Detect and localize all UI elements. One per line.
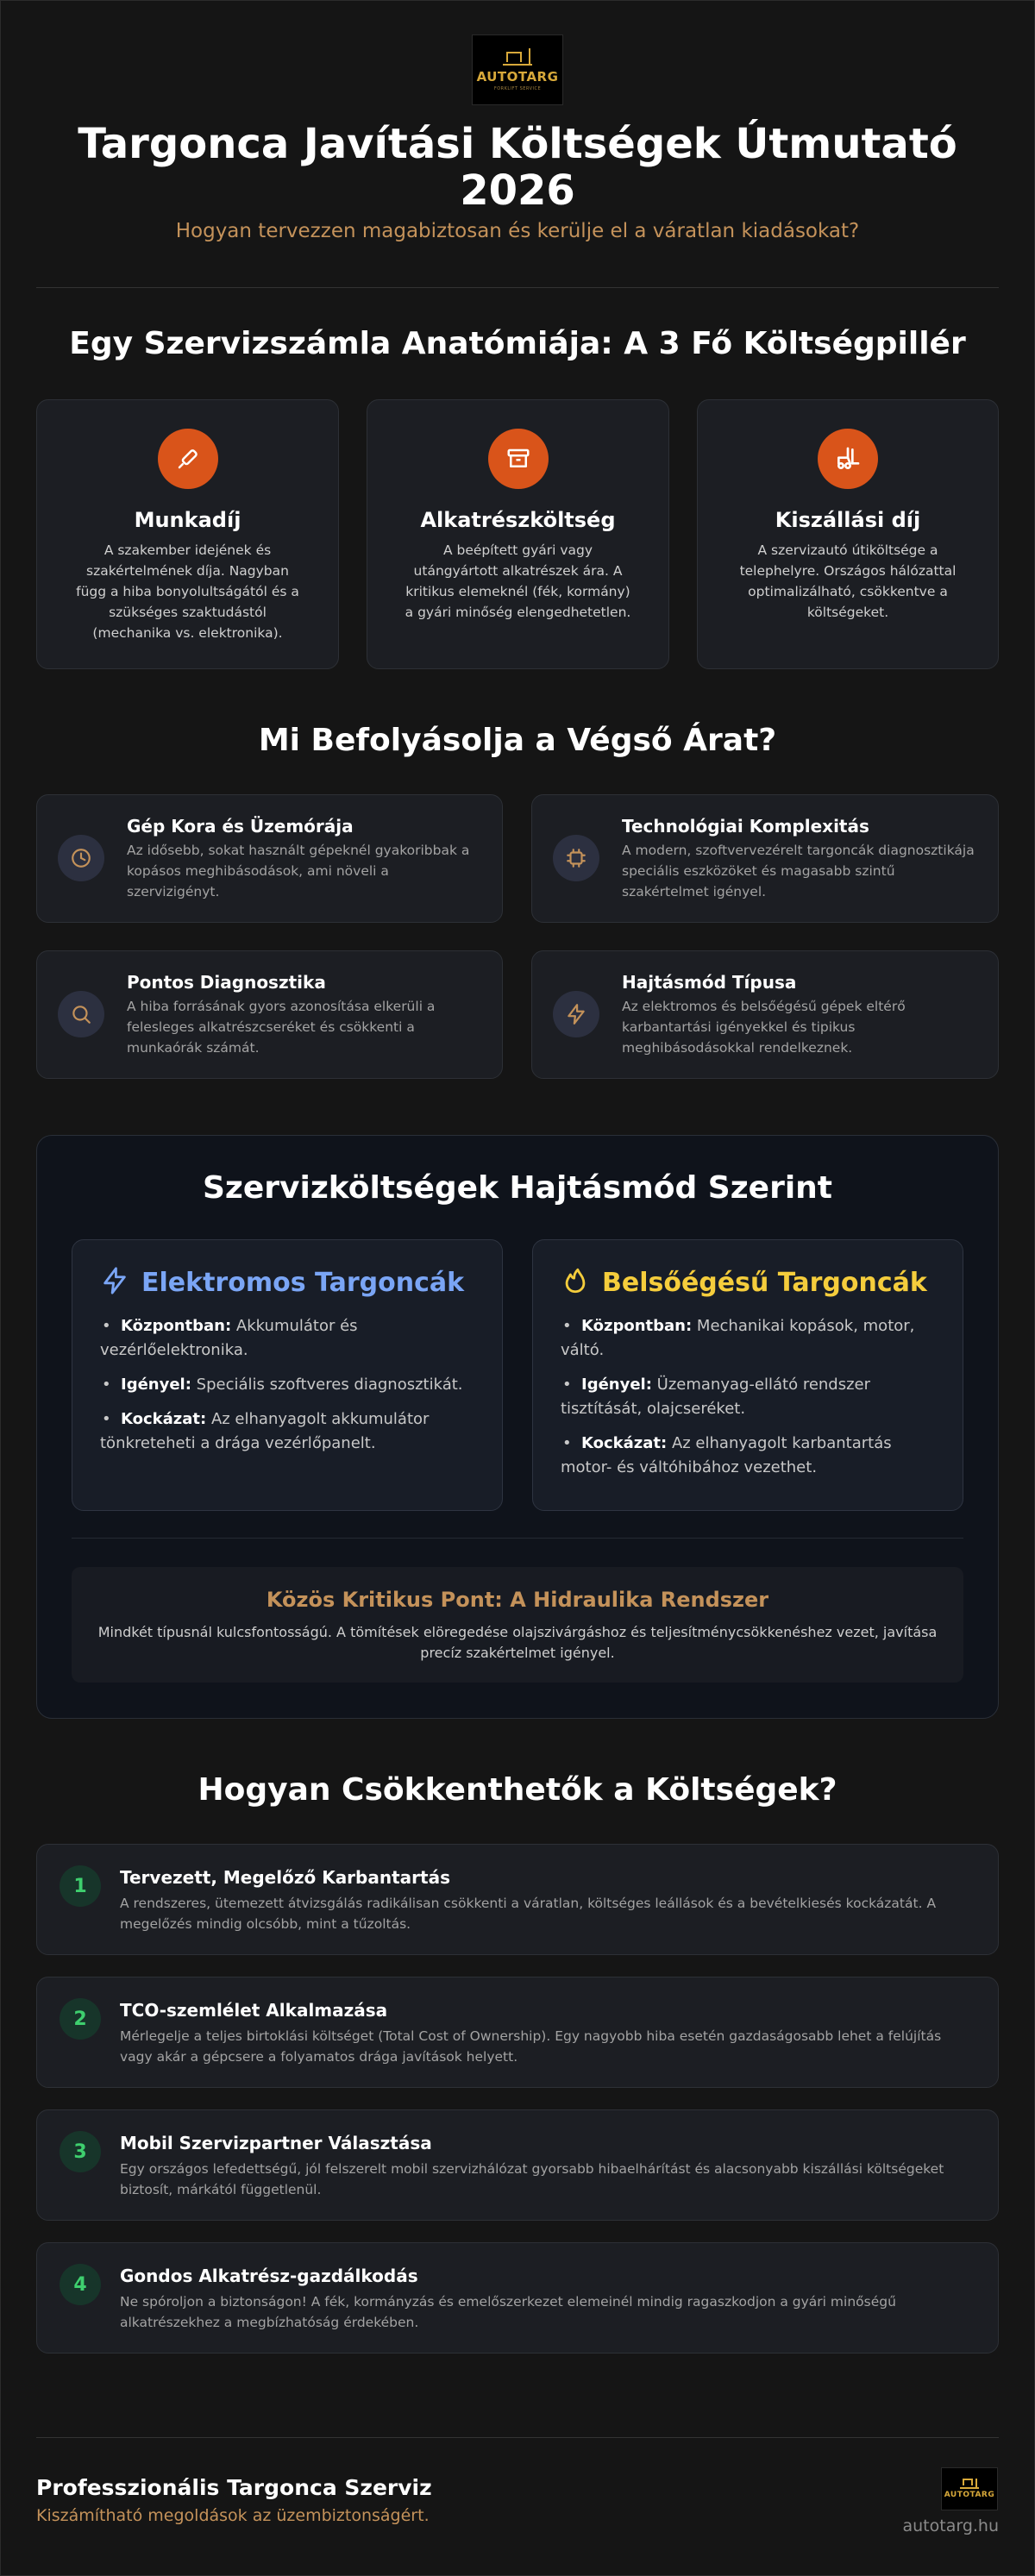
factor-card-drive	[531, 950, 999, 1079]
combustion-list	[561, 1314, 940, 1490]
factor-card-diagnostics	[36, 950, 503, 1079]
bolt-icon	[100, 1266, 129, 1299]
factor-title: Gép Kora és Üzemórája	[127, 816, 354, 837]
list-item: • Kockázat: Az elhanyagolt karbantartás motor- és váltóhibához vezethet.	[561, 1434, 892, 1476]
chip-icon	[553, 835, 599, 881]
list-item: • Igényel: Üzemanyag-ellátó rendszer tisztítását, olajcseréket.	[561, 1376, 871, 1418]
footer-link[interactable]: autotarg.hu	[902, 2516, 999, 2535]
hydraulics-text: Mindkét típusnál kulcsfontosságú. A tömítések elöregedése olajszivárgáshoz és teljesítménycsökkenéshez vezet, javítása precíz szakértelmet igényel.	[97, 1624, 938, 1661]
footer-subtitle: Kiszámítható megoldások az üzembiztonságért.	[36, 2506, 430, 2525]
factor-title: Pontos Diagnosztika	[127, 972, 326, 993]
factor-title: Hajtásmód Típusa	[622, 972, 797, 993]
combustion-title: Belsőégésű Targoncák	[602, 1267, 927, 1298]
pillars-title: Egy Szervizszámla Anatómiája: A 3 Fő Költségpillér	[69, 326, 966, 361]
pillar-card-labor	[36, 399, 339, 669]
box-icon	[488, 429, 549, 489]
hydraulics-title: Közös Kritikus Pont: A Hidraulika Rendszer	[266, 1588, 769, 1612]
tip-text: Ne spóroljon a biztonságon! A fék, kormányzás és emelőszerkezet elemeinél mindig ragaszkodjon a gyári minőségű alkatrészekhez a megbízhatóság érdekében.	[120, 2294, 896, 2330]
electric-list	[100, 1314, 480, 1466]
step-number: 2	[60, 1998, 101, 2040]
tip-card	[36, 2109, 999, 2221]
forklift-logo-icon	[960, 2479, 979, 2489]
step-number: 4	[60, 2264, 101, 2305]
factors-title: Mi Befolyásolja a Végső Árat?	[258, 723, 777, 758]
pillar-card-travel	[697, 399, 999, 669]
pillar-title: Munkadíj	[134, 508, 242, 532]
electric-card	[72, 1239, 503, 1511]
clock-icon	[58, 835, 104, 881]
factor-card-tech	[531, 794, 999, 923]
footer-logo[interactable]	[941, 2467, 998, 2510]
tip-title: Mobil Szervizpartner Választása	[120, 2133, 432, 2153]
drive-title: Szervizköltségek Hajtásmód Szerint	[202, 1170, 833, 1206]
pillar-text: A szakember idejének és szakértelmének díja. Nagyban függ a hiba bonyolultságától és a szükséges szaktudástól (mechanika vs. elektronika).	[76, 542, 299, 641]
electric-title: Elektromos Targoncák	[141, 1267, 465, 1298]
logo-tagline: FORKLIFT SERVICE	[493, 86, 542, 91]
list-item: • Igényel: Speciális szoftveres diagnosztikát.	[102, 1376, 463, 1394]
divider	[36, 287, 999, 288]
pillar-title: Alkatrészköltség	[420, 508, 616, 532]
tip-card	[36, 1977, 999, 2088]
tips-title: Hogyan Csökkenthetők a Költségek?	[198, 1772, 837, 1808]
tip-title: Tervezett, Megelőző Karbantartás	[120, 1867, 450, 1888]
pillar-text: A beépített gyári vagy utángyártott alkatrészek ára. A kritikus elemeknél (fék, kormány) a gyári minőség elengedhetetlen.	[405, 542, 631, 620]
logo-text: AUTOTARG	[476, 69, 559, 85]
pillar-title: Kiszállási díj	[775, 508, 921, 532]
forklift-logo-icon	[503, 48, 532, 66]
list-item: • Központban: Akkumulátor és vezérlőelektronika.	[100, 1317, 358, 1359]
step-number: 3	[60, 2131, 101, 2172]
pillar-card-parts	[367, 399, 669, 669]
tip-text: Egy országos lefedettségű, jól felszerelt mobil szervizhálózat gyorsabb hibaelhárítást és alacsonyabb kiszállási költségeket biztosít, márkától függetlenül.	[120, 2161, 944, 2197]
flame-icon	[561, 1266, 590, 1299]
forklift-icon	[818, 429, 878, 489]
tip-text: A rendszeres, ütemezett átvizsgálás radikálisan csökkenti a váratlan, költséges leállások és a bevételkiesés kockázatát. A megelőzés mindig olcsóbb, mint a tűzoltás.	[120, 1896, 937, 1932]
factor-text: Az elektromos és belsőégésű gépek eltérő karbantartási igényekkel és tipikus meghibásodásokkal rendelkeznek.	[622, 999, 906, 1056]
factor-text: A modern, szoftvervezérelt targoncák diagnosztikája speciális eszközöket és magasabb szintű szakértelmet igényel.	[622, 843, 975, 899]
hydraulics-callout	[72, 1567, 963, 1683]
factor-text: Az idősebb, sokat használt gépeknél gyakoribbak a kopásos meghibásodások, ami növeli a szervizigényt.	[127, 843, 470, 899]
divider	[36, 2437, 999, 2438]
drive-type-panel	[36, 1135, 999, 1719]
step-number: 1	[60, 1865, 101, 1907]
footer-title: Professzionális Targonca Szerviz	[36, 2475, 432, 2500]
tip-card	[36, 2242, 999, 2353]
divider	[72, 1538, 963, 1539]
factor-text: A hiba forrásának gyors azonosítása elkerüli a felesleges alkatrészcseréket és csökkenti a munkaórák számát.	[127, 999, 436, 1056]
list-item: • Kockázat: Az elhanyagolt akkumulátor tönkreteheti a drága vezérlőpanelt.	[100, 1410, 430, 1452]
brand-logo[interactable]	[472, 34, 563, 105]
combustion-card	[532, 1239, 963, 1511]
tip-card	[36, 1844, 999, 1955]
page-title: Targonca Javítási Költségek Útmutató 2026	[78, 120, 957, 215]
page-subtitle: Hogyan tervezzen magabiztosan és kerülje el a váratlan kiadásokat?	[175, 220, 860, 242]
wrench-icon	[158, 429, 218, 489]
tip-title: TCO-szemlélet Alkalmazása	[120, 2000, 388, 2021]
bolt-icon	[553, 991, 599, 1037]
tip-title: Gondos Alkatrész-gazdálkodás	[120, 2266, 418, 2286]
search-icon	[58, 991, 104, 1037]
factor-card-age	[36, 794, 503, 923]
logo-text: AUTOTARG	[944, 2491, 995, 2499]
pillar-text: A szervizautó útiköltsége a telephelyre. Országos hálózattal optimalizálható, csökkentve a költségeket.	[739, 542, 957, 620]
list-item: • Központban: Mechanikai kopások, motor, váltó.	[561, 1317, 915, 1359]
tip-text: Mérlegelje a teljes birtoklási költséget (Total Cost of Ownership). Egy nagyobb hiba esetén gazdaságosabb lehet a felújítás vagy akár a gépcsere a folyamatos drága javítások helyett.	[120, 2028, 942, 2065]
factor-title: Technológiai Komplexitás	[622, 816, 869, 837]
